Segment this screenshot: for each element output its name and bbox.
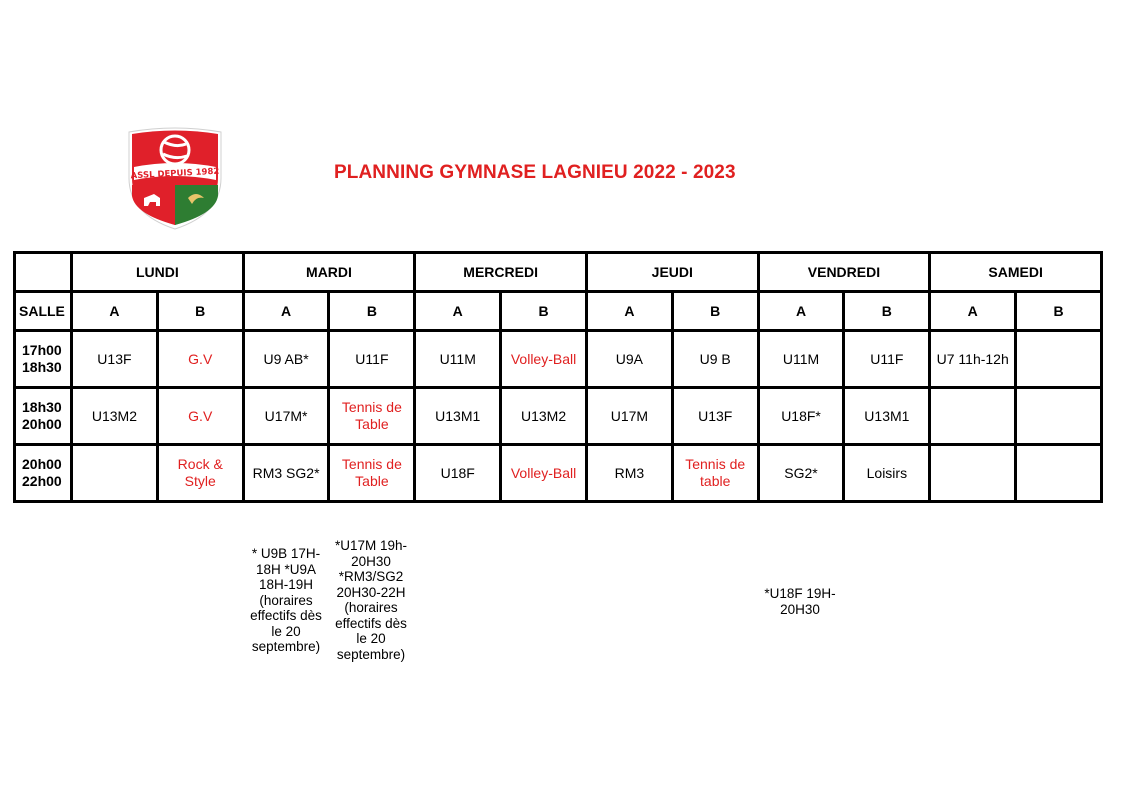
activity-cell: U9 B <box>672 331 758 388</box>
activity-cell: U11F <box>329 331 415 388</box>
salle-header: B <box>329 292 415 331</box>
activity-cell <box>1016 388 1102 445</box>
activity-cell: U18F <box>415 445 501 502</box>
activity-cell <box>72 445 158 502</box>
salle-header: A <box>930 292 1016 331</box>
activity-cell: U13M1 <box>415 388 501 445</box>
salle-header: B <box>672 292 758 331</box>
salle-header: B <box>1016 292 1102 331</box>
time-end: 20h00 <box>22 416 62 432</box>
day-header: MERCREDI <box>415 253 587 292</box>
activity-cell: U11F <box>844 331 930 388</box>
activity-cell: U13F <box>672 388 758 445</box>
salle-header: A <box>72 292 158 331</box>
activity-cell: RM3 <box>586 445 672 502</box>
day-header: MARDI <box>243 253 415 292</box>
note-mardi-b: *U17M 19h- 20H30 *RM3/SG2 20H30-22H (horaires effectifs dès le 20 septembre) <box>334 538 408 662</box>
activity-cell: U13M2 <box>72 388 158 445</box>
day-header: SAMEDI <box>930 253 1102 292</box>
activity-cell: Tennis de Table <box>329 388 415 445</box>
days-header-row <box>15 253 1102 292</box>
activity-cell <box>1016 331 1102 388</box>
time-end: 22h00 <box>22 473 62 489</box>
salle-header: B <box>844 292 930 331</box>
schedule-table <box>13 251 1103 503</box>
activity-cell: U9 AB* <box>243 331 329 388</box>
salle-header: B <box>157 292 243 331</box>
activity-cell: Loisirs <box>844 445 930 502</box>
activity-cell: U13F <box>72 331 158 388</box>
time-start: 20h00 <box>22 456 62 472</box>
activity-cell: Tennis de table <box>672 445 758 502</box>
activity-cell: U13M1 <box>844 388 930 445</box>
time-slot-row <box>15 331 1102 388</box>
time-slot-row <box>15 388 1102 445</box>
time-slot-cell <box>15 388 72 445</box>
activity-cell: RM3 SG2* <box>243 445 329 502</box>
salle-label: SALLE <box>15 292 72 331</box>
day-header: LUNDI <box>72 253 244 292</box>
activity-cell <box>930 445 1016 502</box>
activity-cell <box>1016 445 1102 502</box>
salle-header-row <box>15 292 1102 331</box>
activity-cell: U11M <box>758 331 844 388</box>
club-logo <box>126 126 224 230</box>
activity-cell: U9A <box>586 331 672 388</box>
salle-header: B <box>501 292 587 331</box>
salle-header: A <box>758 292 844 331</box>
activity-cell: SG2* <box>758 445 844 502</box>
activity-cell: U11M <box>415 331 501 388</box>
note-mardi-a: * U9B 17H- 18H *U9A 18H-19H (horaires effectifs dès le 20 septembre) <box>250 546 322 654</box>
time-slot-cell <box>15 445 72 502</box>
activity-cell: G.V <box>157 388 243 445</box>
logo-text: ASSL DEPUIS 1982 <box>130 166 220 182</box>
activity-cell: Tennis de Table <box>329 445 415 502</box>
salle-header: A <box>243 292 329 331</box>
activity-cell: U17M <box>586 388 672 445</box>
activity-cell: U17M* <box>243 388 329 445</box>
activity-cell: U18F* <box>758 388 844 445</box>
day-header: JEUDI <box>586 253 758 292</box>
activity-cell <box>930 388 1016 445</box>
activity-cell: U7 11h-12h <box>930 331 1016 388</box>
activity-cell: U13M2 <box>501 388 587 445</box>
activity-cell: G.V <box>157 331 243 388</box>
activity-cell: Volley-Ball <box>501 331 587 388</box>
day-header: VENDREDI <box>758 253 930 292</box>
activity-cell: Volley-Ball <box>501 445 587 502</box>
time-start: 17h00 <box>22 342 62 358</box>
corner-cell <box>15 253 72 292</box>
time-slot-row <box>15 445 1102 502</box>
note-vendredi: *U18F 19H- 20H30 <box>764 586 836 617</box>
time-slot-cell <box>15 331 72 388</box>
time-end: 18h30 <box>22 359 62 375</box>
activity-cell: Rock & Style <box>157 445 243 502</box>
time-start: 18h30 <box>22 399 62 415</box>
salle-header: A <box>586 292 672 331</box>
page-title: PLANNING GYMNASE LAGNIEU 2022 - 2023 <box>334 162 736 183</box>
salle-header: A <box>415 292 501 331</box>
